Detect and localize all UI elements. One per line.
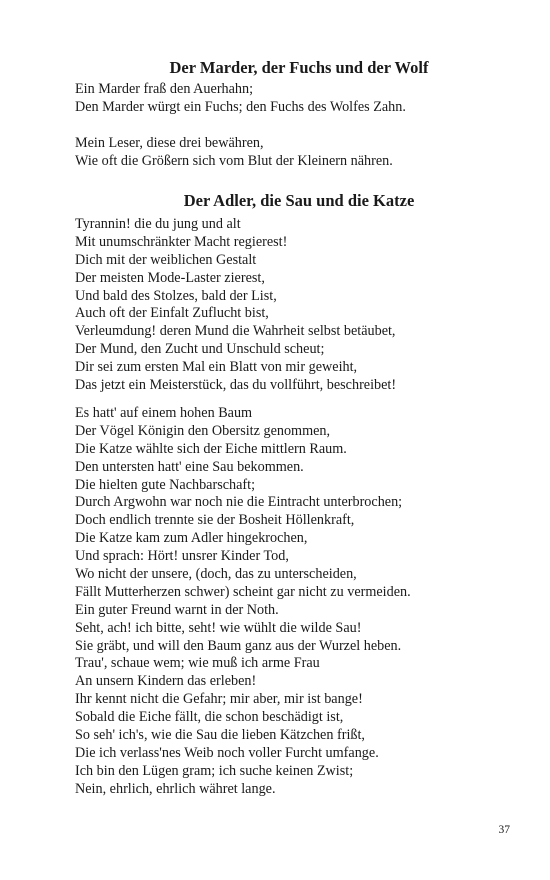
verse-line: Es hatt' auf einem hohen Baum: [75, 405, 253, 421]
verse-line: Und sprach: Hört! unsrer Kinder Tod,: [75, 548, 289, 565]
verse-line: Tyrannin! die du jung und alt: [75, 216, 241, 232]
verse-line: Der meisten Mode-Laster zierest,: [75, 269, 265, 286]
verse-line: Die Katze wählte sich der Eiche mittlern Raum.: [75, 440, 347, 457]
stanza: [75, 216, 396, 395]
stanza: [75, 405, 411, 799]
verse-line: So seh' ich's, wie die Sau die lieben Kätzchen frißt,: [75, 727, 365, 744]
verse-line: Seht, ach! ich bitte, seht! wie wühlt die wilde Sau!: [75, 619, 362, 636]
stanza: [75, 81, 406, 117]
stanza: [75, 135, 393, 171]
verse-line: Mit unumschränkter Macht regierest!: [75, 233, 288, 250]
verse-line: Mein Leser, diese drei bewähren,: [75, 135, 264, 151]
verse-line: Ich bin den Lügen gram; ich suche keinen Zwist;: [75, 762, 354, 779]
verse-line: Dich mit der weiblichen Gestalt: [75, 251, 257, 268]
verse-line: Die hielten gute Nachbarschaft;: [75, 476, 256, 493]
verse-line: Fällt Mutterherzen schwer) scheint gar nicht zu vermeiden.: [75, 583, 411, 600]
verse-line: Ihr kennt nicht die Gefahr; mir aber, mir ist bange!: [75, 691, 363, 708]
verse-line: Die ich verlass'nes Weib noch voller Furcht umfange.: [75, 744, 379, 761]
verse-line: Den Marder würgt ein Fuchs; den Fuchs des Wolfes Zahn.: [75, 98, 406, 115]
verse-line: Ein guter Freund warnt in der Noth.: [75, 601, 279, 618]
verse-line: Trau', schaue wem; wie muß ich arme Frau: [75, 655, 320, 672]
verse-line: Sie gräbt, und will den Baum ganz aus der Wurzel heben.: [75, 637, 402, 654]
verse-line: Durch Argwohn war noch nie die Eintracht unterbrochen;: [75, 494, 403, 511]
page-number: 37: [498, 824, 510, 836]
verse-line: Und bald des Stolzes, bald der List,: [75, 287, 277, 304]
verse-line: Sobald die Eiche fällt, die schon beschädigt ist,: [75, 709, 344, 726]
verse-line: Auch oft der Einfalt Zuflucht bist,: [75, 305, 269, 322]
verse-line: Den untersten hatt' eine Sau bekommen.: [75, 458, 304, 475]
verse-line: Nein, ehrlich, ehrlich währet lange.: [75, 780, 276, 797]
verse-line: Ein Marder fraß den Auerhahn;: [75, 81, 254, 97]
verse-line: Dir sei zum ersten Mal ein Blatt von mir geweiht,: [75, 359, 358, 376]
verse-line: Das jetzt ein Meisterstück, das du vollführt, beschreibet!: [75, 377, 397, 394]
verse-line: Doch endlich trennte sie der Bosheit Höllenkraft,: [75, 512, 355, 529]
poem-title: Der Marder, der Fuchs und der Wolf: [169, 58, 429, 77]
verse-line: An unsern Kindern das erleben!: [75, 673, 257, 690]
verse-line: Wie oft die Größern sich vom Blut der Kleinern nähren.: [75, 152, 393, 169]
verse-line: Die Katze kam zum Adler hingekrochen,: [75, 530, 308, 547]
verse-line: Wo nicht der unsere, (doch, das zu unterscheiden,: [75, 566, 357, 583]
verse-line: Der Vögel Königin den Obersitz genommen,: [75, 422, 331, 439]
verse-line: Der Mund, den Zucht und Unschuld scheut;: [75, 341, 325, 358]
verse-line: Verleumdung! deren Mund die Wahrheit selbst betäubet,: [75, 323, 396, 340]
poem-title: Der Adler, die Sau und die Katze: [183, 191, 415, 210]
